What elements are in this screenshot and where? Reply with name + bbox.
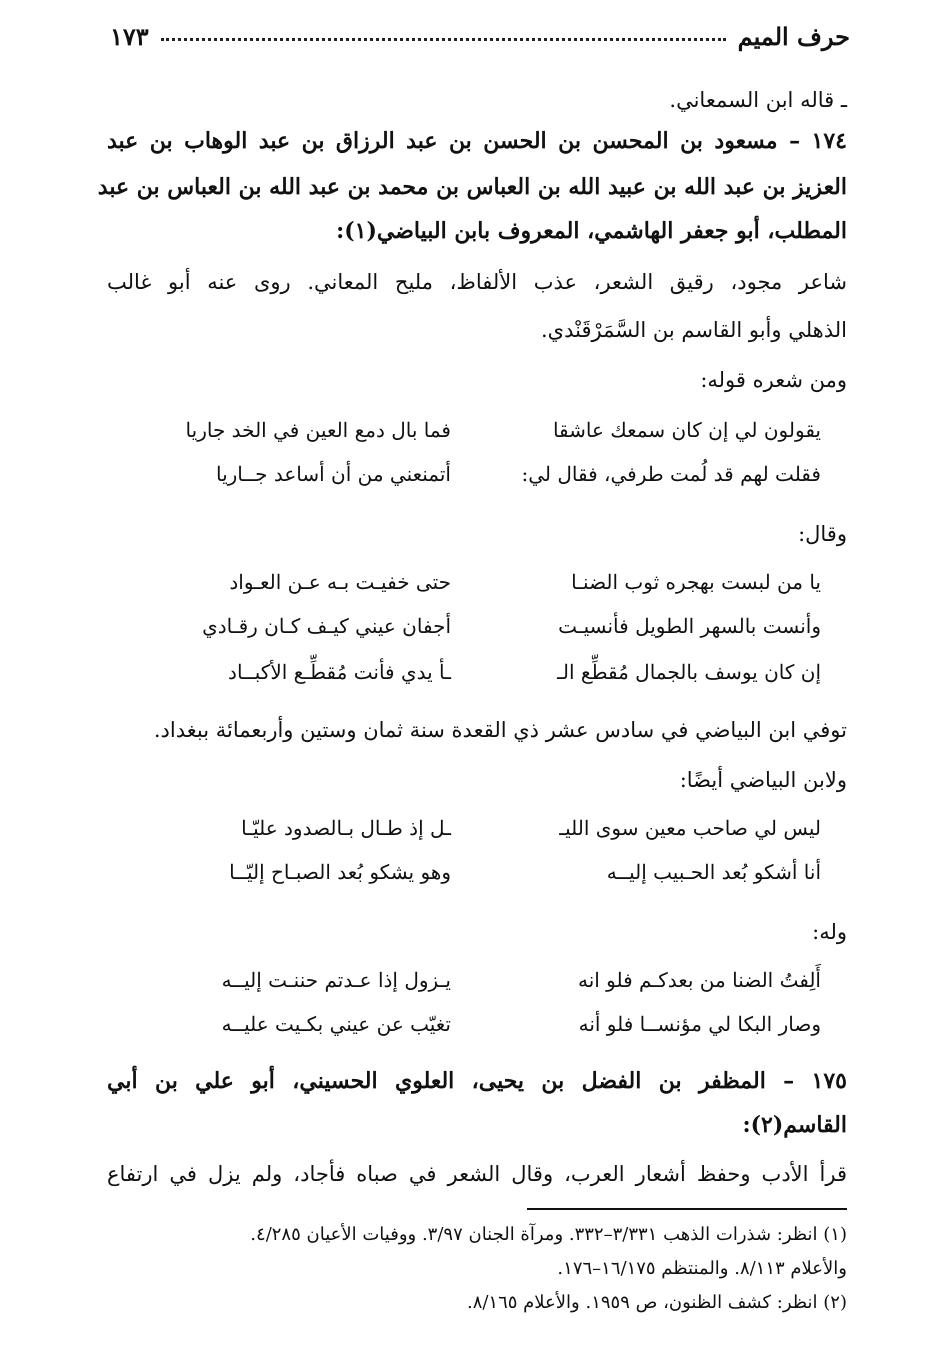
verse-second-hemistich: أجفان عيني كيـف كـان رقـادي [202, 614, 451, 638]
verse-second-hemistich: تغيّب عن عيني بكـيت عليــه [221, 1012, 451, 1036]
attribution-line: ـ قاله ابن السمعاني. [669, 88, 847, 112]
verse-row [121, 1012, 821, 1036]
verse-first-hemistich: يا من لبست بهجره ثوب الضنـا [571, 570, 821, 594]
verse-first-hemistich: أنا أشكو بُعد الحـبيب إليــه [606, 860, 821, 884]
verse-second-hemistich: حتى خفيـت بـه عـن العـواد [229, 570, 451, 594]
entry-175-heading-line-2: القاسم(٢): [742, 1112, 847, 1138]
verse-row [121, 860, 821, 884]
poem-intro-1: ومن شعره قوله: [700, 368, 847, 392]
verse-first-hemistich: ليس لي صاحب معين سوى الليـ [559, 816, 821, 840]
verse-second-hemistich: فما بال دمع العين في الخد جاريا [185, 418, 451, 442]
verse-first-hemistich: وصار البكا لي مؤنســا فلو أنه [578, 1012, 821, 1036]
footnote-2: (٢) انظر: كشف الظنون، ص ١٩٥٩. والأعلام ٨/١٦٥. [466, 1292, 847, 1313]
footnote-divider [527, 1208, 847, 1210]
poem-intro-4: وله: [812, 920, 847, 944]
running-header [110, 22, 850, 62]
verse-second-hemistich: أتمنعني من أن أساعد جــاريا [215, 462, 451, 486]
header-title: حرف الميم [737, 22, 850, 51]
verse-first-hemistich: أَلِفتُ الضنا من بعدكـم فلو انه [577, 968, 821, 992]
entry-175-text-line: قرأ الأدب وحفظ أشعار العرب، وقال الشعر في صباه فأجاد، ولم يزل في ارتفاع [107, 1162, 847, 1186]
entry-175-heading-line-1: ١٧٥ – المظفر بن الفضل بن يحيى، العلوي الحسيني، أبو علي بن أبي [107, 1068, 847, 1094]
verse-first-hemistich: وأنست بالسهر الطويل فأنسيـت [558, 614, 821, 638]
entry-174-heading-line-1: ١٧٤ – مسعود بن المحسن بن الحسن بن عبد الرزاق بن عبد الوهاب بن عبد [107, 128, 847, 154]
verse-second-hemistich: ـأ يدي فأنت مُقطِّـع الأكبــاد [228, 660, 451, 684]
entry-174-heading-line-2: العزيز بن عبد الله بن عبيد الله بن العباس بن محمد بن عبد الله بن العباس بن عبد [97, 174, 847, 200]
bio-paragraph-line-1: شاعر مجود، رقيق الشعر، عذب الألفاظ، مليح المعاني. روى عنه أبو غالب [107, 270, 847, 294]
verse-row [121, 462, 821, 486]
verse-row [121, 614, 821, 638]
death-date-line: توفي ابن البياضي في سادس عشر ذي القعدة سنة ثمان وستين وأربعمائة ببغداد. [153, 718, 847, 742]
entry-174-heading-line-3: المطلب، أبو جعفر الهاشمي، المعروف بابن البياضي(١): [336, 218, 847, 244]
verse-row [121, 816, 821, 840]
page-number: ١٧٣ [110, 22, 149, 51]
bio-paragraph-line-2: الذهلي وأبو القاسم بن السَّمَرْقَنْدي. [540, 318, 847, 342]
verse-row [121, 968, 821, 992]
verse-second-hemistich: يـزول إذا عـدتم حننـت إليــه [221, 968, 451, 992]
poem-intro-3: ولابن البياضي أيضًا: [679, 768, 847, 792]
verse-first-hemistich: فقلت لهم قد لُمت طرفي، فقال لي: [521, 462, 821, 486]
verse-second-hemistich: ـل إذ طـال بـالصدود عليّـا [241, 816, 451, 840]
verse-second-hemistich: وهو يشكو بُعد الصبـاح إليّــا [229, 860, 451, 884]
verse-row [121, 660, 821, 684]
header-dot-leader [161, 37, 726, 41]
verse-row [121, 570, 821, 594]
verse-row [121, 418, 821, 442]
poem-intro-2: وقال: [798, 522, 847, 546]
verse-first-hemistich: إن كان يوسف بالجمال مُقطِّع الـ [557, 660, 821, 684]
footnote-1-line-2: والأعلام ٨/١١٣. والمنتظم ١٦/١٧٥–١٧٦. [557, 1258, 847, 1279]
verse-first-hemistich: يقولون لي إن كان سمعك عاشقا [552, 418, 821, 442]
footnote-1-line-1: (١) انظر: شذرات الذهب ٣/٣٣١–٣٣٢. ومرآة الجنان ٣/٩٧. ووفيات الأعيان ٤/٢٨٥. [250, 1224, 847, 1245]
